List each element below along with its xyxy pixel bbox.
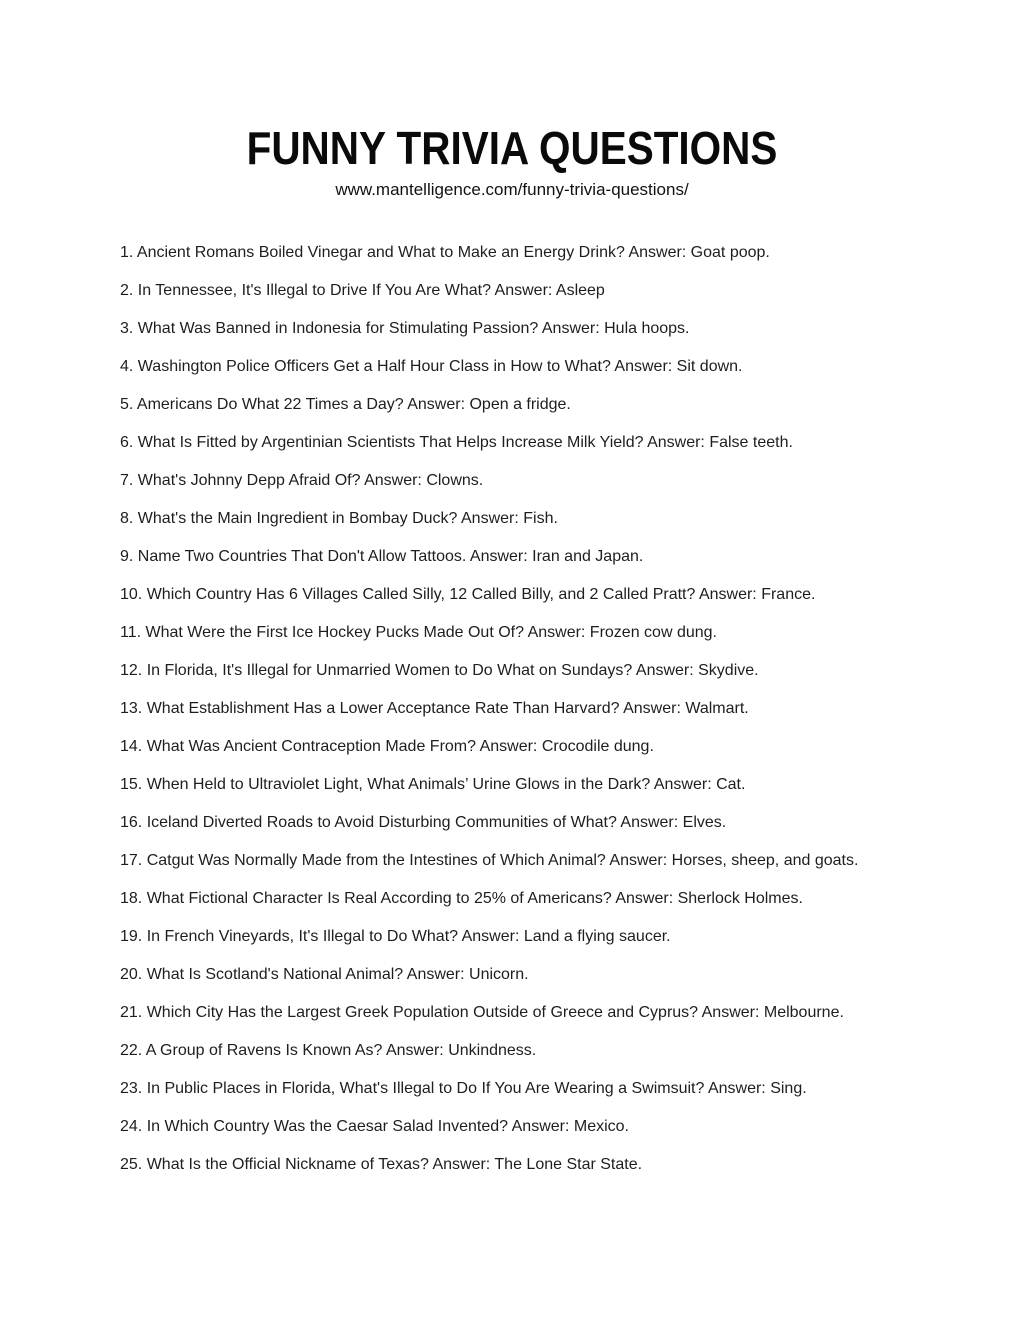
trivia-item: 9. Name Two Countries That Don't Allow Tattoos. Answer: Iran and Japan.	[120, 548, 644, 565]
trivia-item: 16. Iceland Diverted Roads to Avoid Disturbing Communities of What? Answer: Elves.	[120, 814, 727, 831]
trivia-item: 11. What Were the First Ice Hockey Pucks Made Out Of? Answer: Frozen cow dung.	[120, 624, 717, 641]
trivia-item: 3. What Was Banned in Indonesia for Stimulating Passion? Answer: Hula hoops.	[120, 320, 690, 337]
source-url: www.mantelligence.com/funny-trivia-questions/	[335, 180, 689, 199]
trivia-item: 18. What Fictional Character Is Real According to 25% of Americans? Answer: Sherlock Holmes.	[120, 890, 803, 907]
trivia-item: 14. What Was Ancient Contraception Made From? Answer: Crocodile dung.	[120, 738, 654, 755]
trivia-item: 25. What Is the Official Nickname of Texas? Answer: The Lone Star State.	[120, 1156, 643, 1173]
trivia-list	[120, 243, 964, 1174]
trivia-item: 8. What's the Main Ingredient in Bombay Duck? Answer: Fish.	[120, 510, 558, 527]
trivia-item: 20. What Is Scotland's National Animal? Answer: Unicorn.	[120, 966, 529, 983]
trivia-item: 19. In French Vineyards, It's Illegal to Do What? Answer: Land a flying saucer.	[120, 928, 671, 945]
trivia-item: 7. What's Johnny Depp Afraid Of? Answer: Clowns.	[120, 472, 484, 489]
trivia-item: 5. Americans Do What 22 Times a Day? Answer: Open a fridge.	[120, 396, 571, 413]
trivia-item: 13. What Establishment Has a Lower Acceptance Rate Than Harvard? Answer: Walmart.	[120, 700, 749, 717]
trivia-item: 22. A Group of Ravens Is Known As? Answer: Unkindness.	[120, 1042, 537, 1059]
trivia-item: 6. What Is Fitted by Argentinian Scientists That Helps Increase Milk Yield? Answer: False teeth.	[120, 434, 793, 451]
trivia-item: 17. Catgut Was Normally Made from the Intestines of Which Animal? Answer: Horses, sheep, and goats.	[120, 852, 859, 869]
trivia-item: 24. In Which Country Was the Caesar Salad Invented? Answer: Mexico.	[120, 1118, 629, 1135]
trivia-item: 10. Which Country Has 6 Villages Called Silly, 12 Called Billy, and 2 Called Pratt? Answer: France.	[120, 586, 816, 603]
trivia-item: 12. In Florida, It's Illegal for Unmarried Women to Do What on Sundays? Answer: Skydive.	[120, 662, 759, 679]
trivia-item: 15. When Held to Ultraviolet Light, What Animals’ Urine Glows in the Dark? Answer: Cat.	[120, 776, 746, 793]
trivia-item: 21. Which City Has the Largest Greek Population Outside of Greece and Cyprus? Answer: Melbourne.	[120, 1004, 844, 1021]
trivia-item: 2. In Tennessee, It's Illegal to Drive If You Are What? Answer: Asleep	[120, 282, 605, 299]
trivia-item: 4. Washington Police Officers Get a Half Hour Class in How to What? Answer: Sit down.	[120, 358, 743, 375]
page-title: FUNNY TRIVIA QUESTIONS	[246, 122, 778, 174]
trivia-item: 1. Ancient Romans Boiled Vinegar and What to Make an Energy Drink? Answer: Goat poop.	[120, 244, 770, 261]
trivia-item: 23. In Public Places in Florida, What's Illegal to Do If You Are Wearing a Swimsuit? Answer: Sing.	[120, 1080, 807, 1097]
